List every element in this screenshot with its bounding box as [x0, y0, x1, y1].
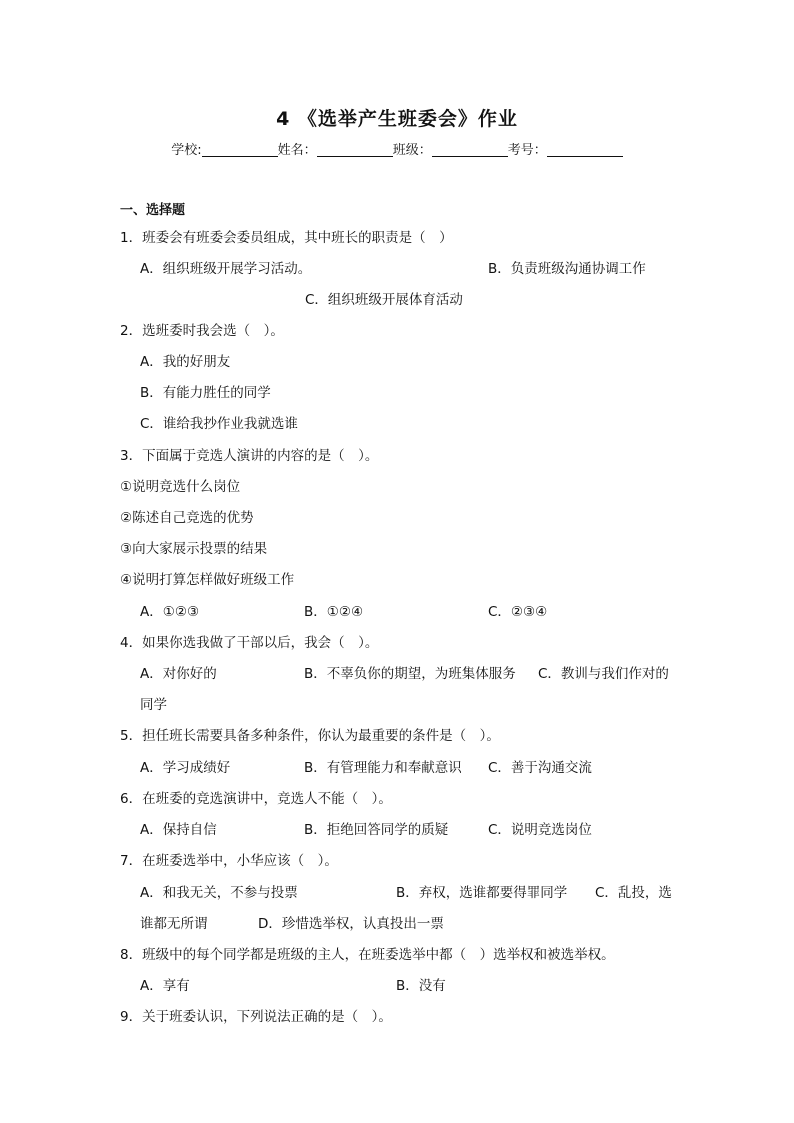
question-7-option-b: B．弃权，选谁都要得罪同学: [396, 885, 568, 901]
question-5-option-a: A．学习成绩好: [140, 760, 231, 776]
question-5-stem: 5．担任班长需要具备多种条件，你认为最重要的条件是（ ）。: [120, 728, 500, 744]
question-7-option-c-continued: 谁都无所谓: [140, 916, 208, 932]
question-2-option-c: C．谁给我抄作业我就选谁: [140, 416, 298, 432]
class-blank[interactable]: [432, 142, 508, 157]
school-label: 学校:: [171, 143, 202, 158]
question-2-stem: 2．选班委时我会选（ ）。: [120, 323, 284, 339]
question-8-stem: 8．班级中的每个同学都是班级的主人，在班委选举中都（ ）选举权和被选举权。: [120, 947, 615, 963]
question-1-option-b: B．负责班级沟通协调工作: [488, 261, 646, 277]
question-1-option-c: C．组织班级开展体育活动: [305, 292, 463, 308]
question-6-stem: 6．在班委的竞选演讲中，竞选人不能（ ）。: [120, 791, 392, 807]
question-1-option-a: A．组织班级开展学习活动。: [140, 261, 312, 277]
question-3-option-b: B．①②④: [304, 604, 364, 620]
exam-number-label: 考号：: [507, 143, 547, 158]
question-3-item-3: ③向大家展示投票的结果: [120, 541, 268, 557]
section-heading: 一、选择题: [120, 203, 186, 218]
exam-number-blank[interactable]: [547, 142, 623, 157]
question-6-option-c: C．说明竞选岗位: [488, 822, 592, 838]
question-4-option-c-continued: 同学: [140, 697, 167, 713]
name-blank[interactable]: [317, 142, 393, 157]
question-3-option-a: A．①②③: [140, 604, 200, 620]
question-5-option-c: C．善于沟通交流: [488, 760, 592, 776]
question-7-option-a: A．和我无关，不参与投票: [140, 885, 298, 901]
page-title: 4 《选举产生班委会》作业: [276, 108, 518, 130]
question-3-item-1: ①说明竞选什么岗位: [120, 479, 241, 495]
question-7-stem: 7．在班委选举中，小华应该（ ）。: [120, 853, 338, 869]
student-info-line: [0, 139, 794, 158]
question-2-option-a: A．我的好朋友: [140, 354, 231, 370]
question-7-option-d: D．珍惜选举权，认真投出一票: [258, 916, 444, 932]
name-label: 姓名：: [277, 143, 317, 158]
question-4-option-b: B．不辜负你的期望，为班集体服务: [304, 666, 516, 682]
question-6-option-a: A．保持自信: [140, 822, 217, 838]
question-8-option-a: A．享有: [140, 978, 190, 994]
question-4-option-a: A．对你好的: [140, 666, 217, 682]
question-5-option-b: B．有管理能力和奉献意识: [304, 760, 462, 776]
question-3-item-4: ④说明打算怎样做好班级工作: [120, 572, 295, 588]
question-2-option-b: B．有能力胜任的同学: [140, 385, 271, 401]
question-4-option-c: C．教训与我们作对的: [538, 666, 669, 682]
question-3-item-2: ②陈述自己竞选的优势: [120, 510, 254, 526]
question-9-stem: 9．关于班委认识，下列说法正确的是（ ）。: [120, 1009, 392, 1025]
school-blank[interactable]: [202, 142, 278, 157]
class-label: 班级：: [392, 143, 432, 158]
question-1-stem: 1．班委会有班委会委员组成，其中班长的职责是（ ）: [120, 230, 453, 246]
question-6-option-b: B．拒绝回答同学的质疑: [304, 822, 449, 838]
question-8-option-b: B．没有: [396, 978, 446, 994]
question-7-option-c: C．乱投，选: [595, 885, 672, 901]
question-3-option-c: C．②③④: [488, 604, 548, 620]
question-3-stem: 3．下面属于竞选人演讲的内容的是（ ）。: [120, 448, 379, 464]
question-4-stem: 4．如果你选我做了干部以后，我会（ ）。: [120, 635, 379, 651]
